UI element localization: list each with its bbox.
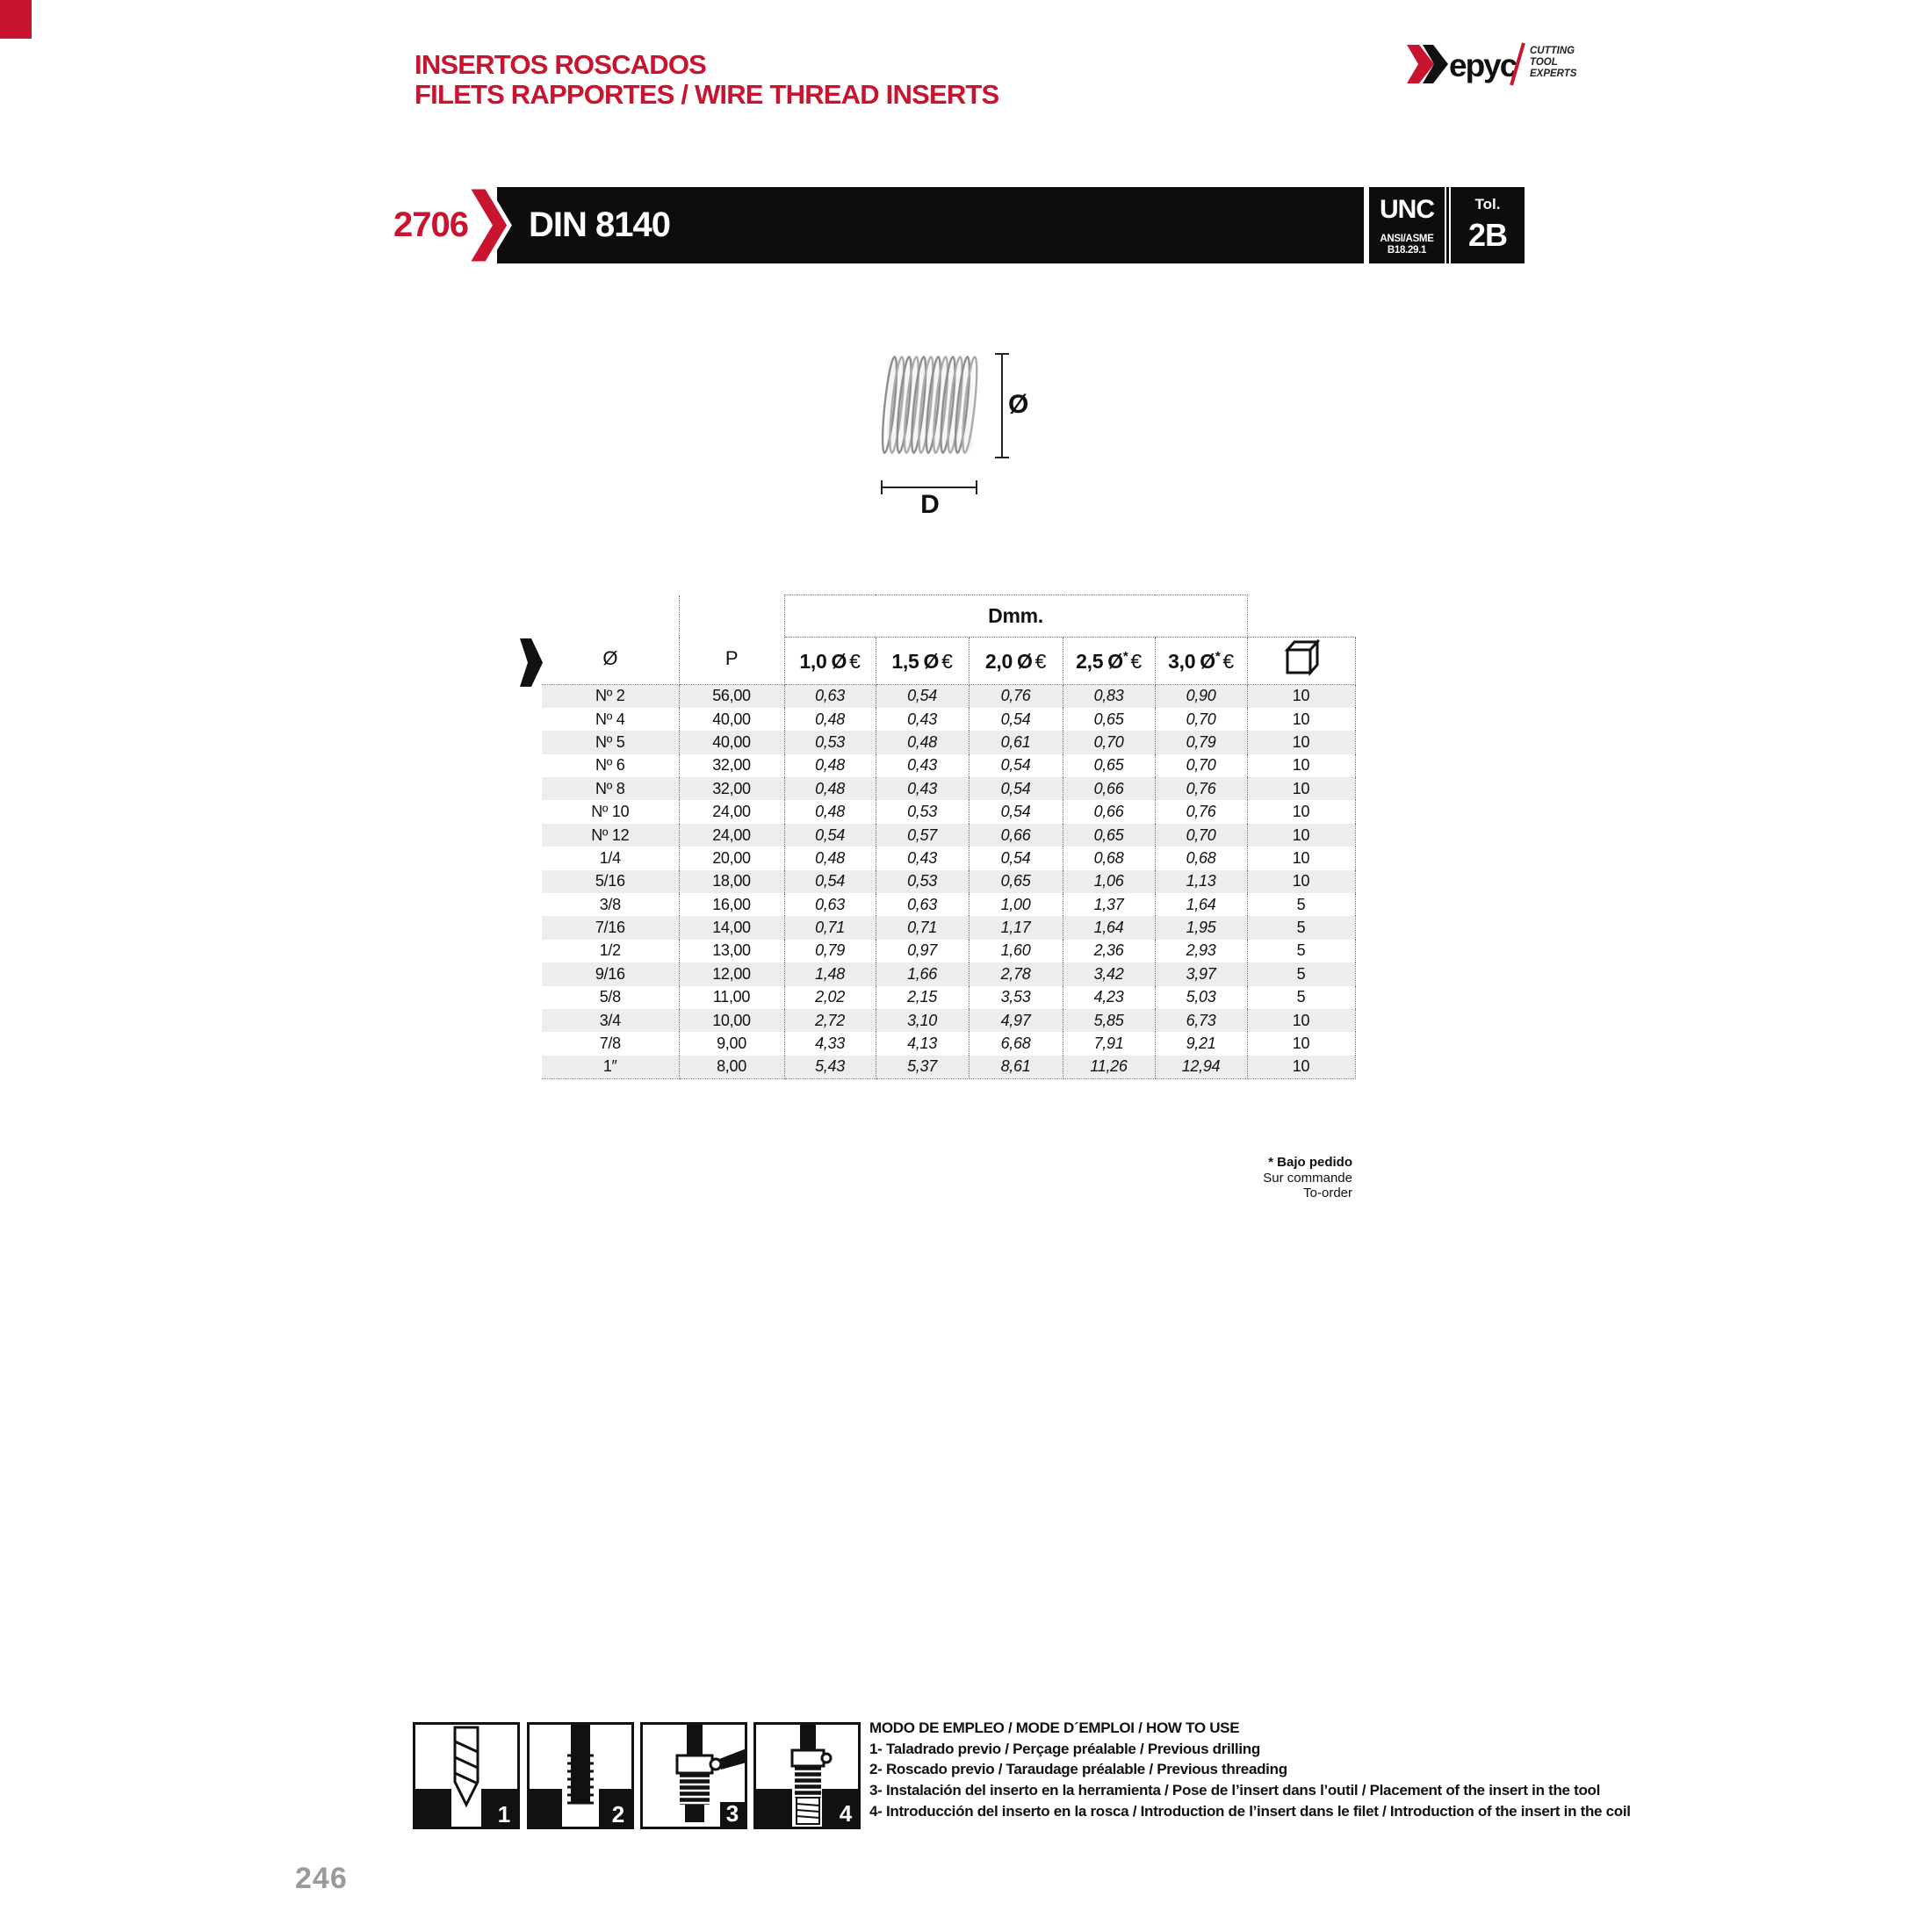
group-header-qty-spacer [1247, 595, 1355, 638]
diameter-symbol-label: Ø [1008, 390, 1029, 419]
cell-diameter: Nº 4 [542, 708, 679, 731]
d-symbol-label: D [920, 490, 940, 519]
cell-price-d15: 0,43 [876, 708, 969, 731]
cell-pitch: 12,00 [679, 962, 784, 985]
table-row [542, 1056, 1355, 1078]
cell-price-d25: 0,70 [1063, 731, 1155, 753]
cell-price-d15: 4,13 [876, 1032, 969, 1055]
cell-price-d20: 0,61 [969, 731, 1063, 753]
cell-qty: 10 [1247, 731, 1355, 753]
coil-insert-image [881, 350, 979, 460]
cell-diameter: Nº 2 [542, 685, 679, 708]
table-row [542, 685, 1355, 708]
cell-price-d15: 3,10 [876, 1009, 969, 1032]
cell-price-d10: 0,79 [784, 940, 876, 962]
tolerance-box [1451, 187, 1525, 263]
cell-price-d20: 2,78 [969, 962, 1063, 985]
cell-price-d15: 0,53 [876, 870, 969, 893]
table-row [542, 847, 1355, 869]
cell-price-d25: 7,91 [1063, 1032, 1155, 1055]
table-row [542, 708, 1355, 731]
cell-price-d25: 0,83 [1063, 685, 1155, 708]
how-to-use-step: 4- Introducción del inserto en la rosca / Introduction de l’insert dans le filet / Introduction of the insert in the coil [869, 1802, 1631, 1820]
table-row [542, 1032, 1355, 1055]
cell-price-d20: 0,54 [969, 777, 1063, 800]
cell-pitch: 40,00 [679, 731, 784, 753]
cell-price-d30: 1,95 [1155, 916, 1247, 939]
footnote-line1: * Bajo pedido [1268, 1155, 1352, 1170]
cell-qty: 10 [1247, 1032, 1355, 1055]
cell-price-d25: 0,68 [1063, 847, 1155, 869]
cell-price-d15: 0,71 [876, 916, 969, 939]
cell-price-d20: 8,61 [969, 1056, 1063, 1078]
cell-price-d25: 0,65 [1063, 754, 1155, 777]
table-row [542, 1009, 1355, 1032]
col-header-d25: 2,5 Ø* € [1063, 638, 1155, 685]
cell-price-d30: 1,13 [1155, 870, 1247, 893]
cell-price-d30: 2,93 [1155, 940, 1247, 962]
cell-price-d10: 0,48 [784, 800, 876, 823]
cell-price-d10: 0,71 [784, 916, 876, 939]
cell-pitch: 10,00 [679, 1009, 784, 1032]
how-to-use-step: 3- Instalación del inserto en la herramienta / Pose de l’insert dans l’outil / Placement of the insert in the tool [869, 1782, 1601, 1799]
cell-price-d25: 1,64 [1063, 916, 1155, 939]
cell-diameter: Nº 5 [542, 731, 679, 753]
cell-qty: 10 [1247, 708, 1355, 731]
logo-tagline-2: TOOL [1530, 57, 1558, 68]
cell-qty: 10 [1247, 1009, 1355, 1032]
cell-price-d20: 1,60 [969, 940, 1063, 962]
cell-price-d30: 0,70 [1155, 754, 1247, 777]
tool-collar-icon [792, 1750, 824, 1766]
pictogram-number: 1 [497, 1801, 511, 1827]
cell-qty: 10 [1247, 847, 1355, 869]
cell-diameter: 7/16 [542, 916, 679, 939]
cell-price-d20: 0,54 [969, 847, 1063, 869]
pictogram-insert-in-coil [753, 1722, 861, 1829]
table-row [542, 754, 1355, 777]
table-row [542, 916, 1355, 939]
cell-price-d10: 0,48 [784, 777, 876, 800]
product-code: 2706 [393, 205, 468, 244]
cell-qty: 5 [1247, 986, 1355, 1009]
thread-type: UNC [1380, 195, 1434, 224]
cell-price-d30: 0,76 [1155, 777, 1247, 800]
footnote [1045, 1155, 1352, 1201]
cell-qty: 10 [1247, 685, 1355, 708]
cell-price-d20: 3,53 [969, 986, 1063, 1009]
cell-qty: 5 [1247, 916, 1355, 939]
cell-price-d30: 9,21 [1155, 1032, 1247, 1055]
cell-diameter: 5/8 [542, 986, 679, 1009]
cell-price-d10: 0,48 [784, 708, 876, 731]
cell-price-d10: 1,48 [784, 962, 876, 985]
col-header-d15: 1,5 Ø € [876, 638, 969, 685]
standard-title: DIN 8140 [529, 205, 670, 244]
cell-price-d30: 0,70 [1155, 824, 1247, 847]
table-row [542, 893, 1355, 916]
cell-price-d10: 2,72 [784, 1009, 876, 1032]
ansi-line1: ANSI/ASME [1380, 234, 1434, 244]
cell-price-d25: 11,26 [1063, 1056, 1155, 1078]
cell-pitch: 56,00 [679, 685, 784, 708]
cell-diameter: 3/4 [542, 1009, 679, 1032]
cell-diameter: 3/8 [542, 893, 679, 916]
how-to-use-step: 1- Taladrado previo / Perçage préalable / Previous drilling [869, 1740, 1260, 1757]
how-to-use-step: 2- Roscado previo / Taraudage préalable / Previous threading [869, 1761, 1287, 1778]
table-row [542, 731, 1355, 753]
table-body [542, 685, 1355, 1079]
table-row [542, 940, 1355, 962]
cell-price-d10: 4,33 [784, 1032, 876, 1055]
table-row [542, 777, 1355, 800]
cell-price-d15: 0,48 [876, 731, 969, 753]
cell-price-d10: 0,54 [784, 870, 876, 893]
cell-price-d25: 0,65 [1063, 824, 1155, 847]
cell-price-d10: 2,02 [784, 986, 876, 1009]
page-title: INSERTOS ROSCADOS [415, 49, 707, 80]
cell-price-d30: 1,64 [1155, 893, 1247, 916]
table-row [542, 824, 1355, 847]
pictogram-number: 4 [839, 1800, 853, 1827]
cell-price-d20: 4,97 [969, 1009, 1063, 1032]
table-chevron-icon [520, 638, 544, 687]
table-row [542, 870, 1355, 893]
cell-price-d25: 0,65 [1063, 708, 1155, 731]
pictogram-number: 3 [725, 1800, 739, 1827]
cell-pitch: 32,00 [679, 754, 784, 777]
col-header-pitch: P [679, 595, 784, 685]
cell-price-d25: 5,85 [1063, 1009, 1155, 1032]
cell-price-d20: 0,66 [969, 824, 1063, 847]
table-row [542, 986, 1355, 1009]
cell-price-d20: 0,76 [969, 685, 1063, 708]
cell-price-d15: 0,63 [876, 893, 969, 916]
cell-price-d15: 1,66 [876, 962, 969, 985]
cell-price-d20: 6,68 [969, 1032, 1063, 1055]
page-subtitle: FILETS RAPPORTES / WIRE THREAD INSERTS [415, 79, 999, 110]
cell-price-d25: 0,66 [1063, 777, 1155, 800]
cell-price-d15: 0,43 [876, 777, 969, 800]
cell-price-d30: 12,94 [1155, 1056, 1247, 1078]
cell-price-d30: 5,03 [1155, 986, 1247, 1009]
cell-price-d20: 0,65 [969, 870, 1063, 893]
cell-diameter: Nº 8 [542, 777, 679, 800]
table-group-header-row [542, 595, 1355, 638]
table-row [542, 800, 1355, 823]
bar-divider [1446, 187, 1449, 263]
cell-diameter: Nº 10 [542, 800, 679, 823]
page-number: 246 [295, 1862, 348, 1895]
table-row [542, 962, 1355, 985]
cell-price-d15: 5,37 [876, 1056, 969, 1078]
cell-price-d15: 0,97 [876, 940, 969, 962]
brand-logo [1407, 40, 1591, 86]
cell-price-d30: 0,68 [1155, 847, 1247, 869]
cell-pitch: 13,00 [679, 940, 784, 962]
pictogram-threading [527, 1722, 634, 1829]
price-table [542, 595, 1356, 1079]
cell-diameter: 9/16 [542, 962, 679, 985]
corner-tab [0, 0, 32, 39]
cell-price-d10: 0,48 [784, 754, 876, 777]
cell-pitch: 14,00 [679, 916, 784, 939]
cell-price-d30: 0,76 [1155, 800, 1247, 823]
cell-qty: 10 [1247, 800, 1355, 823]
cell-price-d10: 0,53 [784, 731, 876, 753]
cell-qty: 10 [1247, 754, 1355, 777]
cell-price-d25: 2,36 [1063, 940, 1155, 962]
cell-diameter: 5/16 [542, 870, 679, 893]
cell-price-d15: 0,53 [876, 800, 969, 823]
pictogram-insert-on-tool [640, 1722, 747, 1829]
col-header-diameter: Ø [542, 595, 679, 685]
cell-price-d30: 0,79 [1155, 731, 1247, 753]
cell-price-d10: 0,63 [784, 685, 876, 708]
cell-price-d15: 0,54 [876, 685, 969, 708]
how-to-use [869, 1718, 1631, 1822]
cell-price-d10: 0,48 [784, 847, 876, 869]
cell-pitch: 24,00 [679, 800, 784, 823]
how-to-use-title: MODO DE EMPLEO / MODE D´EMPLOI / HOW TO USE [869, 1719, 1240, 1736]
cell-price-d10: 0,54 [784, 824, 876, 847]
pictogram-number: 2 [611, 1801, 625, 1827]
logo-tagline-3: EXPERTS [1530, 68, 1577, 79]
cell-qty: 5 [1247, 940, 1355, 962]
cell-price-d10: 5,43 [784, 1056, 876, 1078]
tool-lever-icon [719, 1748, 746, 1770]
cell-price-d25: 1,37 [1063, 893, 1155, 916]
cell-price-d30: 6,73 [1155, 1009, 1247, 1032]
cell-qty: 10 [1247, 824, 1355, 847]
cell-pitch: 11,00 [679, 986, 784, 1009]
thread-type-box [1369, 187, 1445, 263]
cell-pitch: 9,00 [679, 1032, 784, 1055]
cell-price-d15: 0,43 [876, 754, 969, 777]
cell-pitch: 40,00 [679, 708, 784, 731]
col-header-d20: 2,0 Ø € [969, 638, 1063, 685]
cell-qty: 5 [1247, 962, 1355, 985]
cell-qty: 10 [1247, 1056, 1355, 1078]
cell-diameter: 7/8 [542, 1032, 679, 1055]
cell-price-d20: 1,00 [969, 893, 1063, 916]
cell-price-d15: 0,57 [876, 824, 969, 847]
tool-collar-icon [677, 1755, 712, 1773]
logo-brand-text: epyc [1449, 47, 1517, 83]
col-header-d10: 1,0 Ø € [784, 638, 876, 685]
cell-price-d25: 1,06 [1063, 870, 1155, 893]
cell-price-d25: 4,23 [1063, 986, 1155, 1009]
red-chevron-icon [462, 184, 515, 267]
tolerance-value: 2B [1467, 217, 1508, 253]
cell-price-d30: 0,90 [1155, 685, 1247, 708]
cell-diameter: Nº 6 [542, 754, 679, 777]
footnote-line2: Sur commande [1263, 1170, 1352, 1186]
cell-price-d30: 3,97 [1155, 962, 1247, 985]
col-header-package [1247, 638, 1355, 685]
ansi-line2: B18.29.1 [1387, 245, 1427, 256]
cell-diameter: 1/2 [542, 940, 679, 962]
cell-diameter: 1/4 [542, 847, 679, 869]
cell-price-d25: 3,42 [1063, 962, 1155, 985]
cell-price-d30: 0,70 [1155, 708, 1247, 731]
cell-price-d25: 0,66 [1063, 800, 1155, 823]
package-box-icon [1281, 639, 1322, 678]
cell-pitch: 8,00 [679, 1056, 784, 1078]
cell-price-d20: 0,54 [969, 800, 1063, 823]
cell-pitch: 20,00 [679, 847, 784, 869]
cell-qty: 10 [1247, 870, 1355, 893]
tolerance-label: Tol. [1474, 196, 1501, 213]
footnote-line3: To-order [1303, 1186, 1352, 1200]
cell-price-d15: 0,43 [876, 847, 969, 869]
cell-price-d20: 0,54 [969, 754, 1063, 777]
cell-qty: 10 [1247, 777, 1355, 800]
pictogram-drilling [413, 1722, 520, 1829]
cell-pitch: 24,00 [679, 824, 784, 847]
cell-price-d10: 0,63 [784, 893, 876, 916]
cell-diameter: Nº 12 [542, 824, 679, 847]
cell-pitch: 32,00 [679, 777, 784, 800]
cell-qty: 5 [1247, 893, 1355, 916]
cell-pitch: 16,00 [679, 893, 784, 916]
col-header-d30: 3,0 Ø* € [1155, 638, 1247, 685]
cell-price-d20: 1,17 [969, 916, 1063, 939]
cell-price-d20: 0,54 [969, 708, 1063, 731]
cell-price-d15: 2,15 [876, 986, 969, 1009]
logo-tagline-1: CUTTING [1530, 46, 1575, 56]
group-header-dmm: Dmm. [784, 595, 1247, 638]
cell-pitch: 18,00 [679, 870, 784, 893]
cell-diameter: 1″ [542, 1056, 679, 1078]
